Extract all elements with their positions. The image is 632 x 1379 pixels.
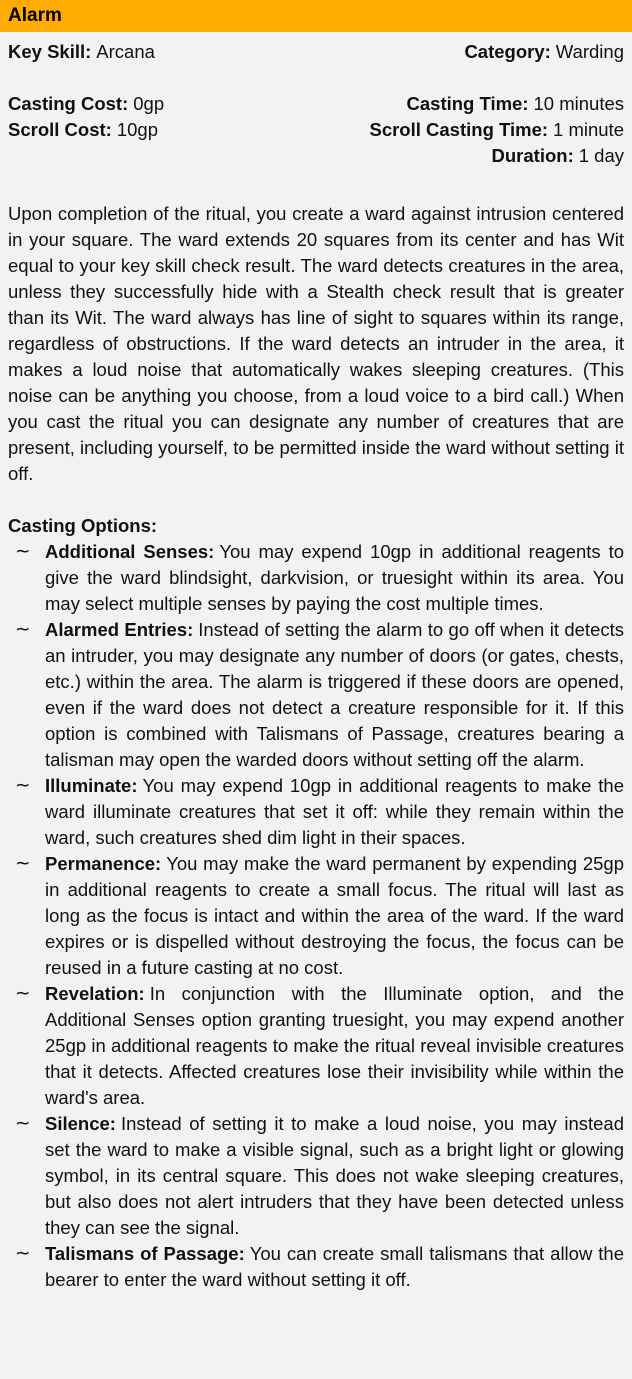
stat-row xyxy=(8,91,624,117)
stats-spacer xyxy=(8,65,624,91)
stat-value: 0gp xyxy=(133,93,165,114)
stat-label: Key Skill: xyxy=(8,41,92,62)
tilde-bullet: ∼ xyxy=(15,983,31,1004)
casting-option-revelation xyxy=(8,981,624,1111)
tilde-bullet: ∼ xyxy=(15,1243,31,1264)
tilde-bullet: ∼ xyxy=(15,1113,31,1134)
stat-value: 10 minutes xyxy=(533,93,624,114)
stat-value: 10gp xyxy=(116,119,158,140)
stat-casting-time xyxy=(407,91,624,117)
casting-options-list xyxy=(8,539,624,1293)
casting-option-permanence xyxy=(8,851,624,981)
stat-row xyxy=(8,117,624,143)
option-text: You may expend 10gp in additional reagents to make the ward illuminate creatures that set it off: while they remain within the ward, such creatures shed dim light in their spaces. xyxy=(45,775,624,848)
tilde-bullet: ∼ xyxy=(15,775,31,796)
option-text: You can create small talismans that allow the bearer to enter the ward without setting it off. xyxy=(45,1243,624,1290)
stat-category xyxy=(464,39,624,65)
title-bar xyxy=(0,0,632,32)
stat-label: Casting Time: xyxy=(406,93,529,114)
option-text: Instead of setting it to make a loud noise, you may instead set the ward to make a visible signal, such as a bright light or glowing symbol, in its central square. This does not wake sleeping creatures, but also does not alert intruders that they have been detected unless they can see the signal. xyxy=(45,1113,624,1238)
option-name: Revelation: xyxy=(45,983,145,1004)
stat-label: Scroll Cost: xyxy=(8,119,112,140)
ritual-description: Upon completion of the ritual, you create a ward against intrusion centered in your square. The ward extends 20 squares from its center and has Wit equal to your key skill check result. The ward detects creatures in the area, unless they successfully hide with a Stealth check result that is greater than its Wit. The ward always has line of sight to squares within its range, regardless of obstructions. If the ward detects an intruder in the area, it makes a loud noise that automatically wakes sleeping creatures. (This noise can be anything you choose, from a loud voice to a bird call.) When you cast the ritual you can designate any number of creatures that are present, including yourself, to be permitted inside the ward without setting it off. xyxy=(8,203,624,484)
option-name: Alarmed Entries: xyxy=(45,619,194,640)
casting-options-heading: Casting Options: xyxy=(8,515,158,536)
casting-option-illuminate xyxy=(8,773,624,851)
stat-key-skill xyxy=(8,39,155,65)
card-content xyxy=(0,39,632,1293)
stat-scroll-cost xyxy=(8,117,158,143)
option-name: Illuminate: xyxy=(45,775,138,796)
casting-option-talismans-of-passage xyxy=(8,1241,624,1293)
stat-casting-cost xyxy=(8,91,164,117)
option-text: You may make the ward permanent by expending 25gp in additional reagents to create a small focus. The ritual will last as long as the focus is intact and within the area of the ward. If the ward expires or is dispelled without destroying the focus, the focus can be reused in a future casting at no cost. xyxy=(45,853,624,978)
stat-value: 1 day xyxy=(578,145,624,166)
option-name: Permanence: xyxy=(45,853,162,874)
option-name: Talismans of Passage: xyxy=(45,1243,245,1264)
option-text: In conjunction with the Illuminate option, and the Additional Senses option granting truesight, you may expend another 25gp in additional reagents to make the ritual reveal invisible creatures that it detects. Affected creatures lose their invisibility while within the ward's area. xyxy=(45,983,624,1108)
stat-value: 1 minute xyxy=(553,119,624,140)
stat-scroll-casting-time xyxy=(369,117,624,143)
stat-duration xyxy=(492,143,624,169)
stats-section xyxy=(8,39,624,169)
stat-label: Duration: xyxy=(491,145,574,166)
stat-row xyxy=(8,39,624,65)
stat-label: Category: xyxy=(464,41,551,62)
option-name: Silence: xyxy=(45,1113,116,1134)
stat-label: Scroll Casting Time: xyxy=(369,119,549,140)
casting-option-silence xyxy=(8,1111,624,1241)
casting-option-additional-senses xyxy=(8,539,624,617)
tilde-bullet: ∼ xyxy=(15,619,31,640)
option-text: You may expend 10gp in additional reagents to give the ward blindsight, darkvision, or truesight within its area. You may select multiple senses by paying the cost multiple times. xyxy=(45,541,624,614)
ritual-title: Alarm xyxy=(8,5,62,26)
tilde-bullet: ∼ xyxy=(15,853,31,874)
stat-value: Warding xyxy=(555,41,624,62)
tilde-bullet: ∼ xyxy=(15,541,31,562)
casting-option-alarmed-entries xyxy=(8,617,624,773)
stat-label: Casting Cost: xyxy=(8,93,129,114)
option-text: Instead of setting the alarm to go off when it detects an intruder, you may designate any number of doors (or gates, chests, etc.) within the area. The alarm is triggered if these doors are opened, even if the ward does not detect a creature responsible for it. If this option is combined with Talismans of Passage, creatures bearing a talisman may open the warded doors without setting off the alarm. xyxy=(45,619,624,770)
stat-value: Arcana xyxy=(96,41,155,62)
stat-row xyxy=(8,143,624,169)
option-name: Additional Senses: xyxy=(45,541,215,562)
